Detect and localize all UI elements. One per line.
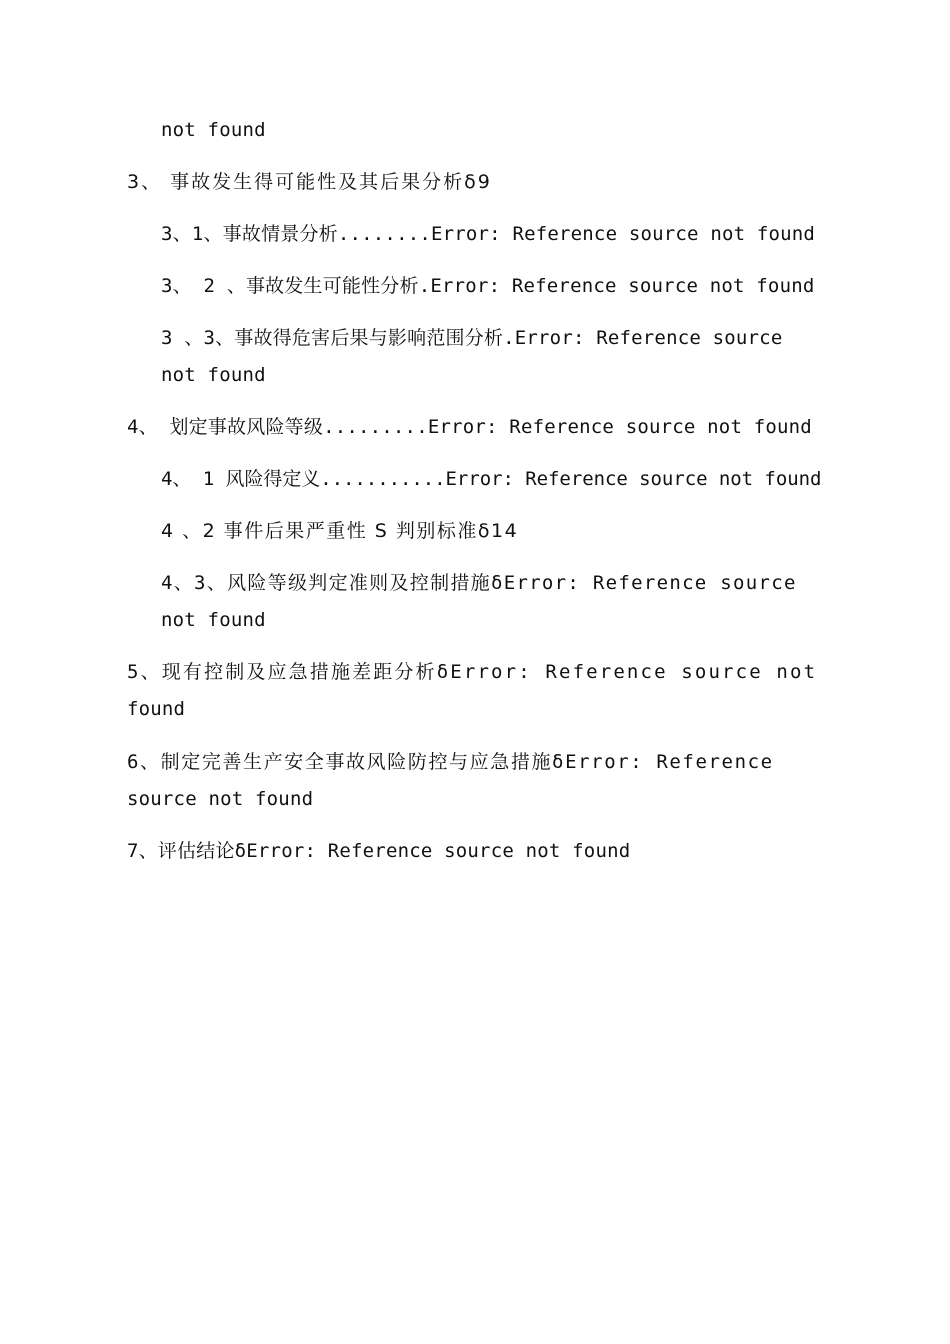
- toc-entry-3-2[interactable]: 3、 2 、事故发生可能性分析.Error: Reference source not found: [161, 275, 815, 297]
- toc-line-continuation: not found: [161, 119, 266, 141]
- toc-line-continuation: found: [127, 698, 186, 720]
- toc-entry-7[interactable]: 7、评估结论δError: Reference source not found: [127, 840, 631, 862]
- toc-line-continuation: not found: [161, 609, 266, 631]
- toc-entry-4[interactable]: 4、 划定事故风险等级.........Error: Reference source not found: [127, 416, 812, 438]
- toc-entry-5[interactable]: 5、现有控制及应急措施差距分析δError: Reference source not: [127, 661, 818, 683]
- toc-entry-4-2[interactable]: 4 、2 事件后果严重性 S 判别标准δ14: [161, 520, 519, 542]
- toc-entry-3-1[interactable]: 3、1、事故情景分析........Error: Reference source not found: [161, 223, 816, 245]
- toc-entry-4-3[interactable]: 4、3、风险等级判定准则及控制措施δError: Reference source: [161, 572, 797, 594]
- toc-entry-3-3[interactable]: 3 、3、事故得危害后果与影响范围分析.Error: Reference source: [161, 327, 783, 349]
- toc-entry-4-1[interactable]: 4、 1 风险得定义...........Error: Reference source not found: [161, 468, 822, 490]
- toc-line-continuation: not found: [161, 364, 266, 386]
- toc-line-continuation: source not found: [127, 788, 314, 810]
- toc-entry-6[interactable]: 6、制定完善生产安全事故风险防控与应急措施δError: Reference: [127, 751, 774, 773]
- toc-entry-3[interactable]: 3、 事故发生得可能性及其后果分析δ9: [127, 171, 492, 193]
